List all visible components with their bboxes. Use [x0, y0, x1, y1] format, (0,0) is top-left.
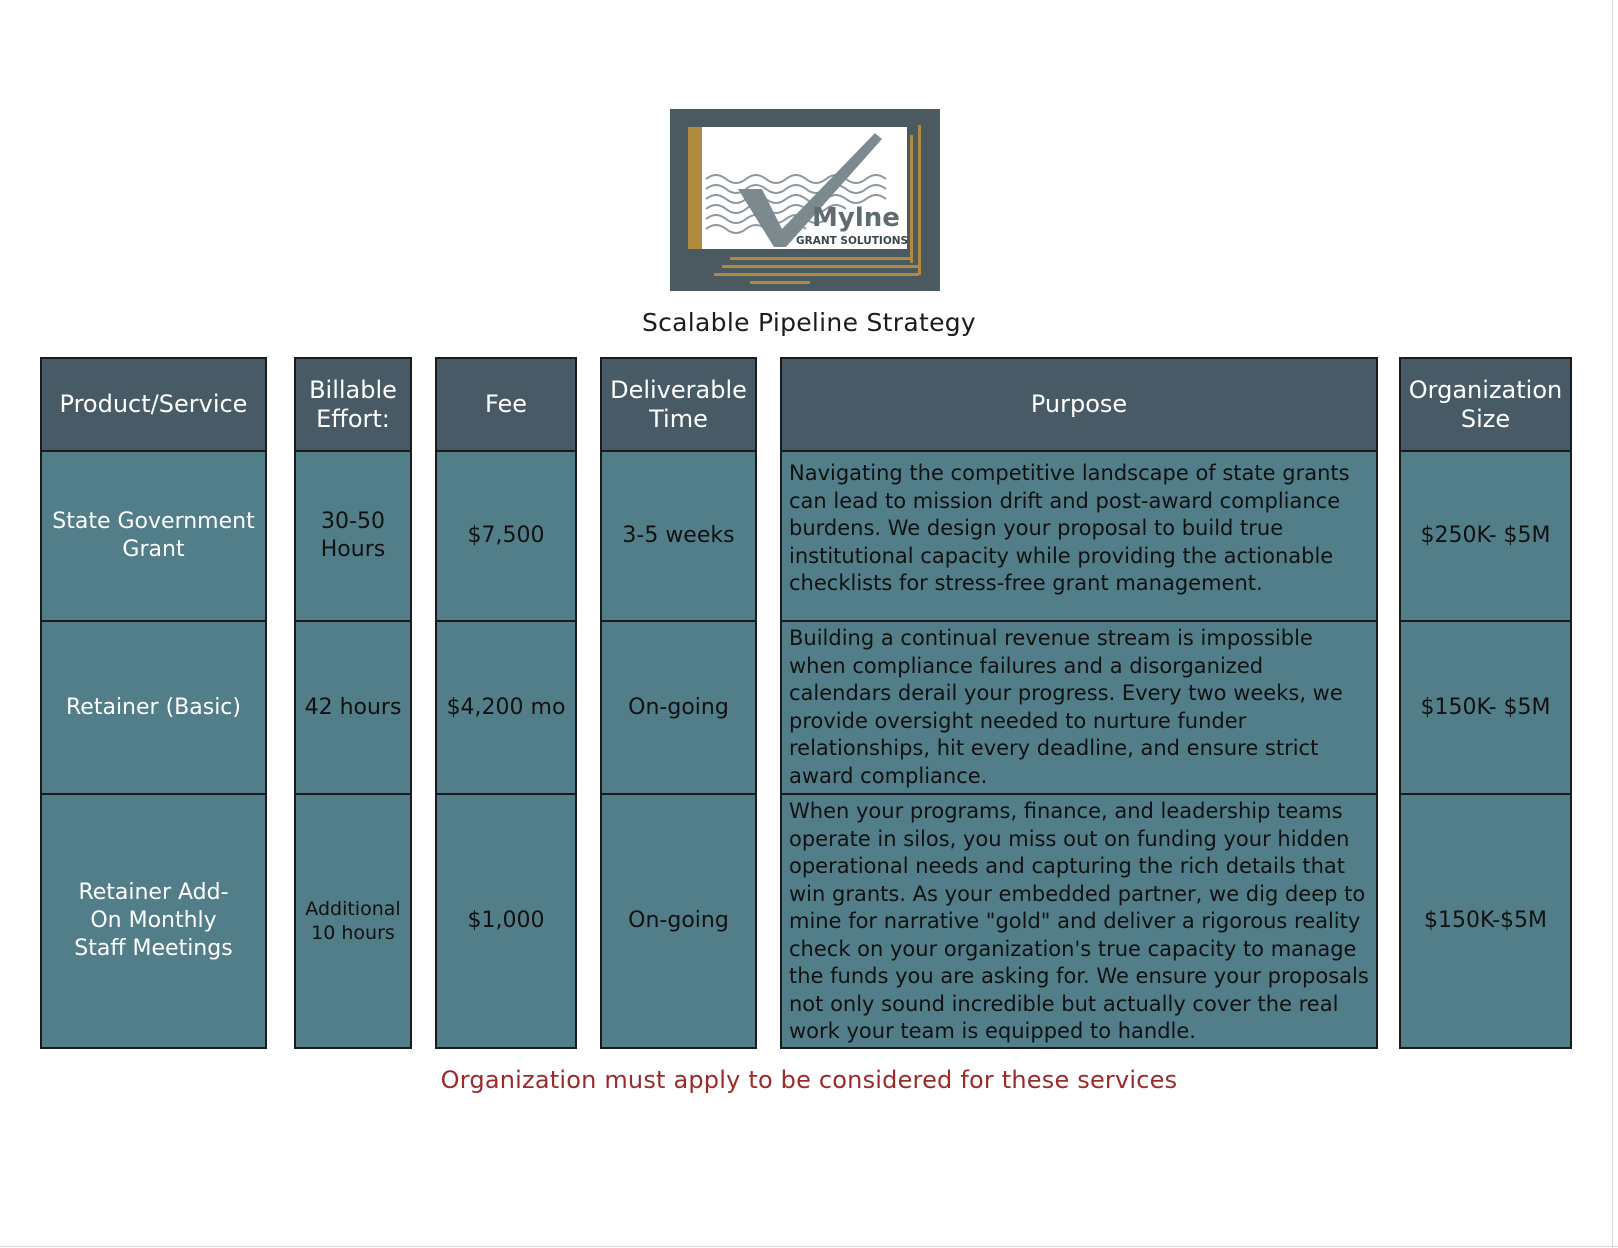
cell-fee: $7,500	[437, 452, 575, 622]
cell-effort: 30-50 Hours	[296, 452, 410, 622]
cell-product: State Government Grant	[42, 452, 265, 622]
header-fee: Fee	[437, 359, 575, 452]
header-billable-effort: Billable Effort:	[296, 359, 410, 452]
column-billable-effort	[294, 357, 412, 1049]
cell-organization-size: $250K- $5M	[1401, 452, 1570, 622]
cell-fee: $1,000	[467, 908, 545, 933]
column-product-service	[40, 357, 267, 1049]
cell-product: Retainer (Basic)	[42, 622, 265, 795]
cell-product: Retainer Add-On Monthly Staff Meetings	[74, 880, 233, 961]
company-logo	[670, 109, 940, 291]
header-purpose: Purpose	[782, 359, 1376, 452]
svg-text:Mylne: Mylne	[812, 203, 900, 233]
cell-deliverable-time: On-going	[628, 908, 729, 933]
cell-deliverable-time: On-going	[602, 622, 755, 795]
svg-text:GRANT SOLUTIONS: GRANT SOLUTIONS	[796, 235, 909, 247]
page-edge	[1612, 0, 1613, 1248]
footer-note: Organization must apply to be considered for these services	[440, 1066, 1178, 1094]
cell-organization-size: $150K- $5M	[1401, 622, 1570, 795]
cell-fee: $4,200 mo	[437, 622, 575, 795]
cell-purpose: When your programs, finance, and leadership teams operate in silos, you miss out on funding your hidden operational needs and capturing the rich details that win grants. As your embedded partner, we dig deep to mine for narrative "gold" and deliver a rigorous reality check on your organization's true capacity to manage the funds you are asking for. We ensure your proposals not only sound incredible but actually cover the real work your team is equipped to handle.	[789, 799, 1369, 1043]
column-fee	[435, 357, 577, 1049]
cell-deliverable-time: 3-5 weeks	[602, 452, 755, 622]
header-product-service: Product/Service	[42, 359, 265, 452]
cell-effort: 42 hours	[296, 622, 410, 795]
cell-purpose: Navigating the competitive landscape of state grants can lead to mission drift and post-award compliance burdens. We design your proposal to build true institutional capacity while providing the actionable checklists for stress-free grant management.	[782, 452, 1376, 622]
header-deliverable-time: Deliverable Time	[602, 359, 755, 452]
cell-organization-size: $150K-$5M	[1423, 908, 1548, 933]
column-organization-size	[1399, 357, 1572, 1049]
page-edge	[0, 1246, 1618, 1247]
cell-purpose: Building a continual revenue stream is impossible when compliance failures and a disorganized calendars derail your progress. Every two weeks, we provide oversight needed to nurture funder relationships, hit every deadline, and ensure strict award compliance.	[782, 622, 1376, 795]
header-organization-size: Organization Size	[1401, 359, 1570, 452]
cell-effort: Additional 10 hours	[305, 898, 401, 944]
document-subtitle: Scalable Pipeline Strategy	[641, 308, 977, 337]
column-purpose	[780, 357, 1378, 1049]
column-deliverable-time	[600, 357, 757, 1049]
